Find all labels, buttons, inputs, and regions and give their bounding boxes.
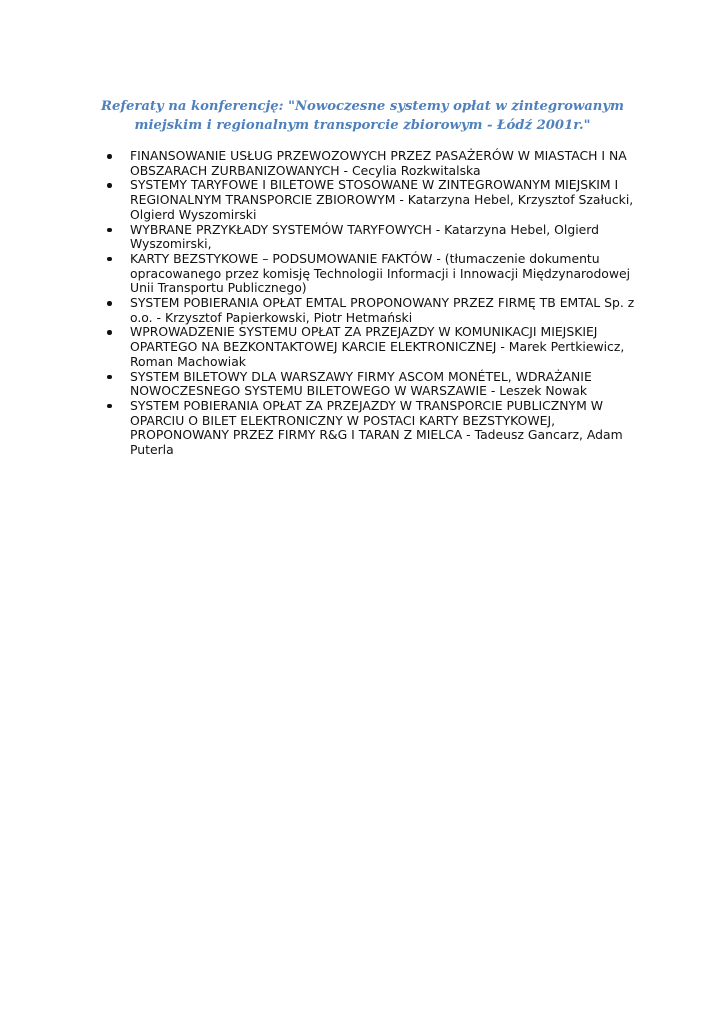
bullet-icon <box>107 154 112 159</box>
list-item <box>130 223 650 252</box>
papers-list <box>130 149 650 458</box>
list-item <box>130 325 650 369</box>
list-item <box>130 296 650 325</box>
paper-title: WYBRANE PRZYKŁADY SYSTEMÓW TARYFOWYCH - Katarzyna Hebel, Olgierd Wyszomirski, <box>130 221 600 252</box>
bullet-icon <box>107 404 112 409</box>
list-item <box>130 252 650 296</box>
paper-title: WPROWADZENIE SYSTEMU OPŁAT ZA PRZEJAZDY W KOMUNIKACJI MIEJSKIEJ OPARTEGO NA BEZKONTAKTOWEJ KARCIE ELEKTRONICZNEJ - Marek Pertkiewicz, Roman Machowiak <box>130 324 625 369</box>
paper-title: SYSTEM POBIERANIA OPŁAT EMTAL PROPONOWANY PRZEZ FIRMĘ TB EMTAL Sp. z o.o. - Krzysztof Papierkowski, Piotr Hetmański <box>130 295 635 325</box>
list-item <box>130 178 650 222</box>
paper-title: SYSTEM BILETOWY DLA WARSZAWY FIRMY ASCOM MONÉTEL, WDRAŻANIE NOWOCZESNEGO SYSTEMU BILETOWEGO W WARSZAWIE - Leszek Nowak <box>130 368 592 399</box>
bullet-icon <box>107 257 112 262</box>
paper-title: SYSTEM POBIERANIA OPŁAT ZA PRZEJAZDY W TRANSPORCIE PUBLICZNYM W OPARCIU O BILET ELEKTRONICZNY W POSTACI KARTY BEZSTYKOWEJ, PROPONOWANY PRZEZ FIRMY R&G I TARAN Z MIELCA - Tadeusz Gancarz, Adam Puterla <box>130 397 623 458</box>
bullet-icon <box>107 375 112 380</box>
bullet-icon <box>107 228 112 233</box>
list-item <box>130 149 650 178</box>
paper-title: KARTY BEZSTYKOWE – PODSUMOWANIE FAKTÓW - (tłumaczenie dokumentu opracowanego przez komisję Technologii Informacji i Innowacji Międzynarodowej Unii Transportu Publicznego) <box>130 250 631 296</box>
list-item <box>130 370 650 399</box>
paper-title: SYSTEMY TARYFOWE I BILETOWE STOSOWANE W ZINTEGROWANYM MIEJSKIM I REGIONALNYM TRANSPORCIE ZBIOROWYM - Katarzyna Hebel, Krzysztof Szałucki, Olgierd Wyszomirski <box>130 177 634 222</box>
bullet-icon <box>107 183 112 188</box>
bullet-icon <box>107 330 112 335</box>
list-item <box>130 399 650 458</box>
paper-title: FINANSOWANIE USŁUG PRZEWOZOWYCH PRZEZ PASAŻERÓW W MIASTACH I NA OBSZARACH ZURBANIZOWANYCH - Cecylia Rozkwitalska <box>130 148 627 178</box>
bullet-icon <box>107 301 112 306</box>
document-title: Referaty na konferencję: "Nowoczesne systemy opłat w zintegrowanym miejskim i regionalnym transporcie zbiorowym - Łódź 2001r." <box>100 99 624 133</box>
